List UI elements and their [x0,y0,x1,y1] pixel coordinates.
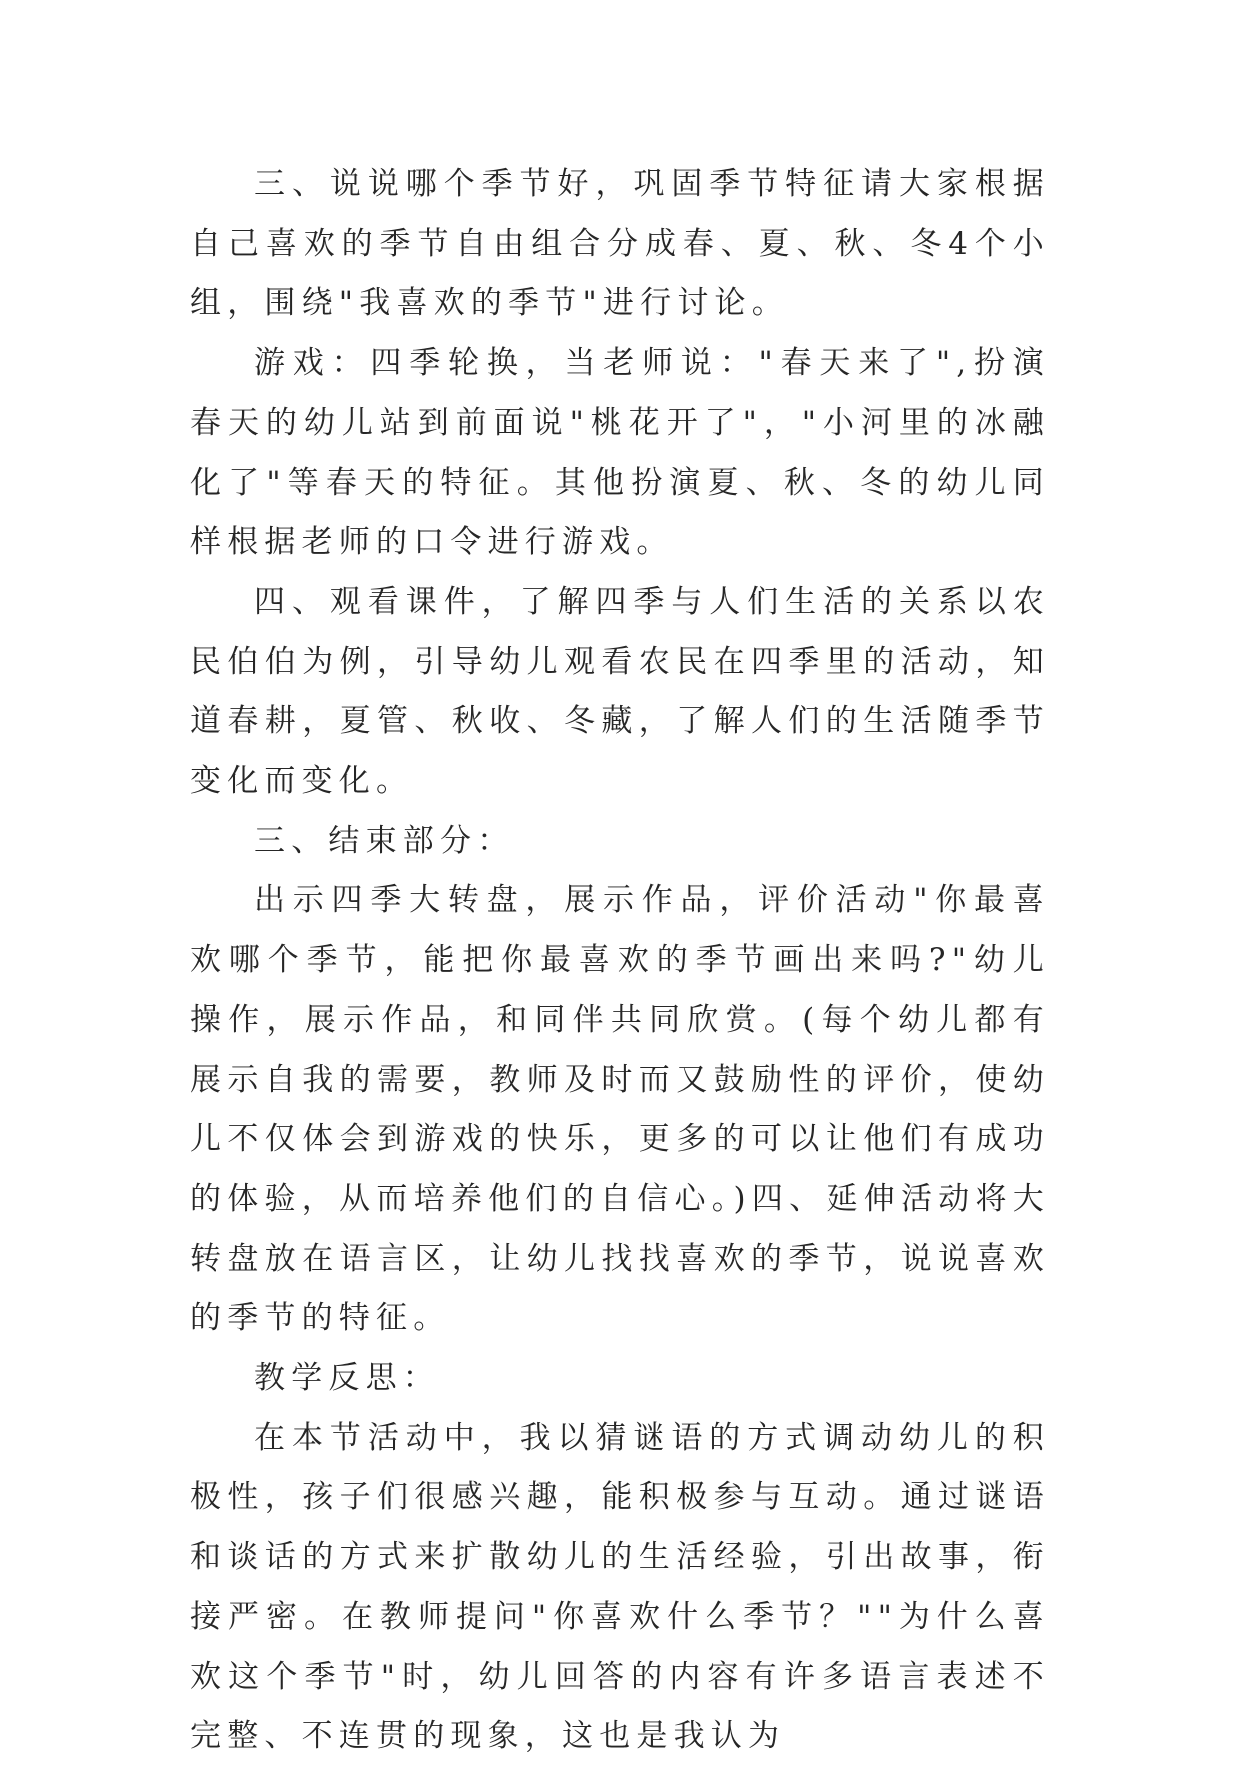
paragraph-turntable-display: 出示四季大转盘，展示作品，评价活动"你最喜欢哪个季节，能把你最喜欢的季节画出来吗?"幼儿操作，展示作品，和同伴共同欣赏。(每个幼儿都有展示自我的需要，教师及时而又鼓励性的评价，使幼儿不仅体会到游戏的快乐，更多的可以让他们有成功的体验，从而培养他们的自信心。)四、延伸活动将大转盘放在语言区，让幼儿找找喜欢的季节，说说喜欢的季节的特征。 [190,882,1050,1337]
paragraph-reflection-body: 在本节活动中，我以猜谜语的方式调动幼儿的积极性，孩子们很感兴趣，能积极参与互动。通过谜语和谈话的方式来扩散幼儿的生活经验，引出故事，衔接严密。在教师提问"你喜欢什么季节？""为什么喜欢这个季节"时，幼儿回答的内容有许多语言表述不完整、不连贯的现象，这也是我认为 [190,1419,1050,1755]
paragraph-ending-heading: 三、结束部分： [254,822,515,859]
paragraph-reflection-heading: 教学反思： [254,1360,440,1397]
paragraph-game-season-rotation: 游戏：四季轮换，当老师说："春天来了",扮演春天的幼儿站到前面说"桃花开了"，"小河里的冰融化了"等春天的特征。其他扮演夏、秋、冬的幼儿同样根据老师的口令进行游戏。 [190,345,1050,561]
paragraph-courseware-farmer: 四、观看课件，了解四季与人们生活的关系以农民伯伯为例，引导幼儿观看农民在四季里的活动，知道春耕，夏管、秋收、冬藏，了解人们的生活随季节变化而变化。 [190,583,1050,800]
document-body [190,155,1050,1767]
paragraph-season-discussion: 三、说说哪个季节好，巩固季节特征请大家根据自己喜欢的季节自由组合分成春、夏、秋、冬4个小组，围绕"我喜欢的季节"进行讨论。 [190,166,1050,322]
